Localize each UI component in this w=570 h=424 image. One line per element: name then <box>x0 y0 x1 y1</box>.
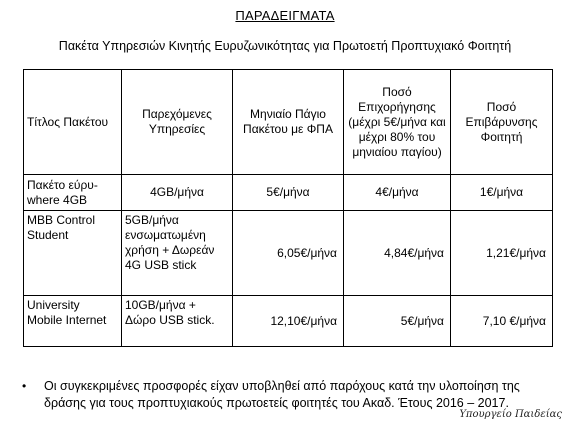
table-header-row <box>24 70 553 175</box>
header-services: Παρεχόμενες Υπηρεσίες <box>122 70 233 175</box>
cell-services: 4GB/μήνα <box>122 175 233 211</box>
cell-student-charge: 1,21€/μήνα <box>451 211 553 296</box>
cell-package-title: MBB Control Student <box>24 211 122 296</box>
cell-services: 5GB/μήνα ενσωματωμένη χρήση + Δωρεάν 4G USB stick <box>122 211 233 296</box>
cell-monthly-fee: 6,05€/μήνα <box>233 211 344 296</box>
offers-table <box>23 69 553 347</box>
page-subtitle: Πακέτα Υπηρεσιών Κινητής Ευρυζωνικότητας για Πρωτοετή Προπτυχιακό Φοιτητή <box>58 39 512 53</box>
cell-package-title: University Mobile Internet <box>24 296 122 347</box>
footnote-text: Οι συγκεκριμένες προσφορές είχαν υποβληθεί από παρόχους κατά την υλοποίηση της δράσης για τους προπτυχιακούς πρωτοετείς φοιτητές του Ακαδ. Έτους 2016 – 2017. <box>44 379 520 410</box>
table-row <box>24 211 553 296</box>
footnote <box>22 378 547 412</box>
cell-subsidy-amount: 5€/μήνα <box>344 296 451 347</box>
header-subsidy-amount: Ποσό Επιχορήγησης (μέχρι 5€/μήνα και μέχρι 80% του μηνιαίου παγίου) <box>344 70 451 175</box>
bullet-icon: • <box>22 379 27 393</box>
watermark-signature: Υπουργείο Παιδείας <box>459 409 562 420</box>
page-heading: ΠΑΡΑΔΕΙΓΜΑΤΑ <box>235 8 335 23</box>
table-row <box>24 296 553 347</box>
header-student-charge: Ποσό Επιβάρυνσης Φοιτητή <box>451 70 553 175</box>
cell-package-title: Πακέτο εύρυ-where 4GB <box>24 175 122 211</box>
cell-subsidy-amount: 4€/μήνα <box>344 175 451 211</box>
cell-services: 10GB/μήνα + Δώρο USB stick. <box>122 296 233 347</box>
cell-monthly-fee: 12,10€/μήνα <box>233 296 344 347</box>
cell-student-charge: 1€/μήνα <box>451 175 553 211</box>
header-package-title: Τίτλος Πακέτου <box>24 70 122 175</box>
cell-subsidy-amount: 4,84€/μήνα <box>344 211 451 296</box>
header-monthly-fee: Μηνιαίο Πάγιο Πακέτου με ΦΠΑ <box>233 70 344 175</box>
cell-monthly-fee: 5€/μήνα <box>233 175 344 211</box>
table-row <box>24 175 553 211</box>
cell-student-charge: 7,10 €/μήνα <box>451 296 553 347</box>
